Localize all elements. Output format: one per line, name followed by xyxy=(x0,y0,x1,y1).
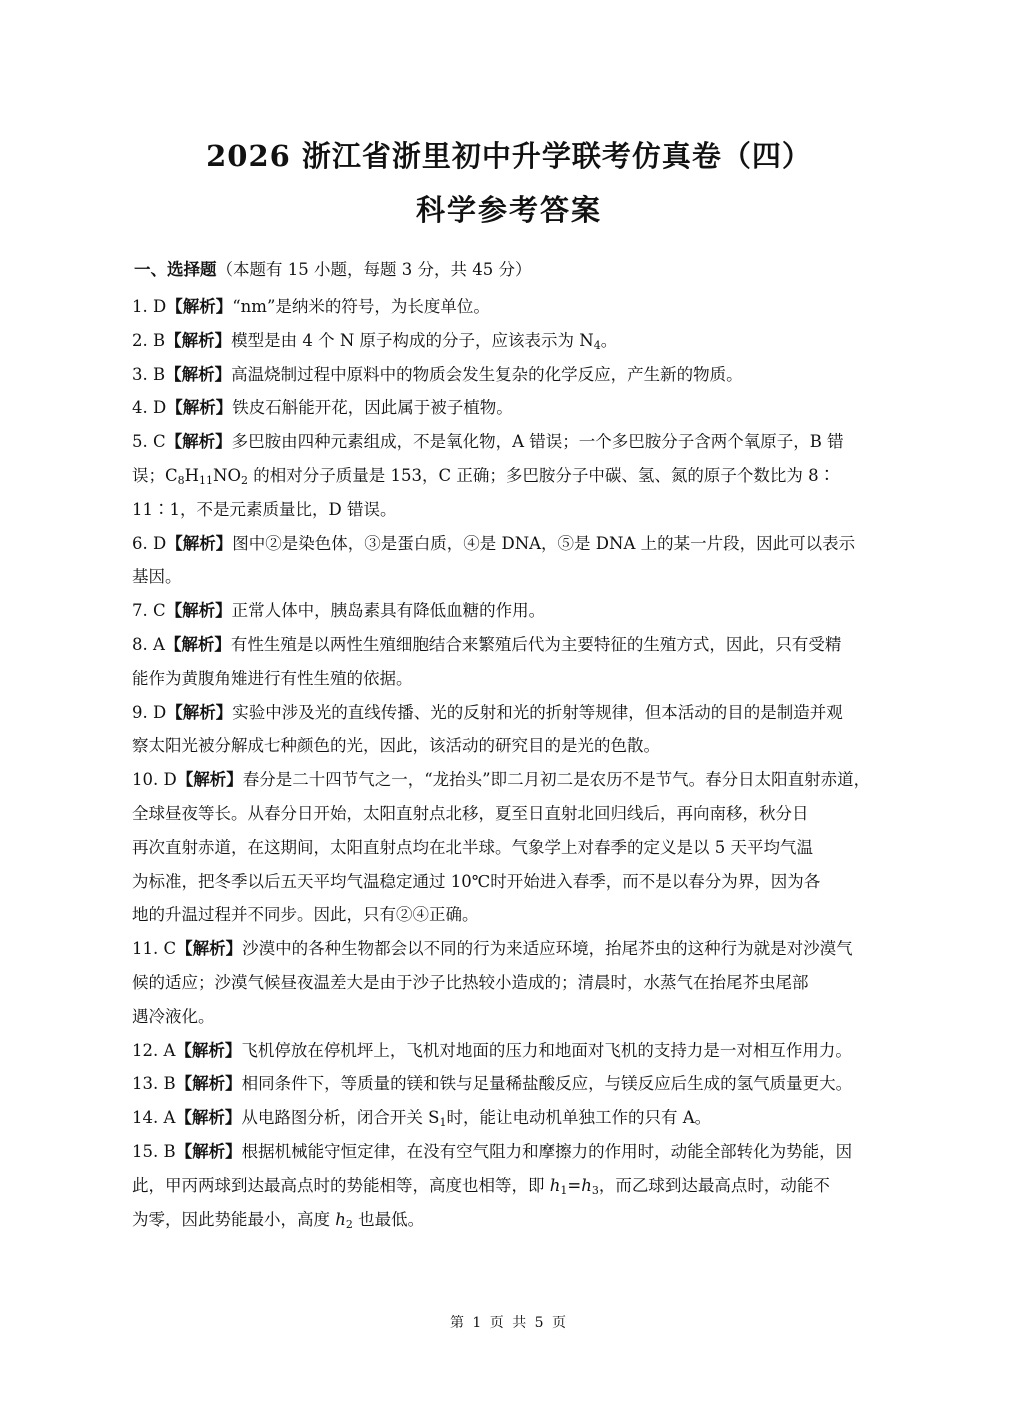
analysis-tag: 【解析】 xyxy=(176,770,243,790)
item-text: 春分是二十四节气之一，“龙抬头”即二月初二是农历不是节气。春分日太阳直射赤道， xyxy=(242,770,871,790)
item-text: “nm”是纳米的符号，为长度单位。 xyxy=(232,297,490,316)
item-text: 能作为黄腹角雉进行有性生殖的依据。 xyxy=(132,668,413,688)
item-number: 3. xyxy=(132,364,148,384)
item-text: NO xyxy=(213,465,241,485)
item-number: 14. xyxy=(132,1108,159,1128)
item-answer: A xyxy=(153,634,165,654)
analysis-tag: 【解析】 xyxy=(165,364,232,384)
analysis-tag: 【解析】 xyxy=(165,601,232,621)
analysis-tag: 【解析】 xyxy=(175,1040,242,1060)
item-answer: B xyxy=(153,364,166,384)
analysis-tag: 【解析】 xyxy=(166,297,233,316)
section-heading xyxy=(134,256,894,284)
item-text: 实验中涉及光的直线传播、光的反射和光的折射等规律，但本活动的目的是制造并观 xyxy=(232,702,843,722)
list-item xyxy=(132,1101,890,1135)
item-number: 4. xyxy=(132,398,148,418)
item-text: H xyxy=(184,465,200,485)
page-number: 第 1 页 共 5 页 xyxy=(449,1315,569,1331)
item-number: 11. xyxy=(132,939,159,959)
analysis-tag: 【解析】 xyxy=(176,939,243,959)
item-text: 11∶1，不是元素质量比，D 错误。 xyxy=(132,499,397,519)
list-item xyxy=(132,628,890,696)
section-note: （本题有 15 小题，每题 3 分，共 45 分） xyxy=(216,260,532,279)
list-item xyxy=(132,290,890,324)
item-text: 此，甲丙两球到达最高点时的势能相等，高度也相等，即 xyxy=(132,1175,550,1195)
page-title: 2026 浙江省浙里初中升学联考仿真卷（四） xyxy=(206,139,812,173)
analysis-tag: 【解析】 xyxy=(164,634,231,654)
subscript: 3 xyxy=(591,1183,599,1197)
item-text: 模型是由 4 个 N 原子构成的分子，应该表示为 N xyxy=(231,330,594,350)
item-text: 时，能让电动机单独工作的只有 A。 xyxy=(446,1108,712,1128)
item-text: 为零，因此势能最小，高度 xyxy=(132,1209,336,1229)
analysis-tag: 【解析】 xyxy=(175,1141,242,1161)
variable: h xyxy=(549,1175,561,1195)
item-answer: A xyxy=(163,1040,176,1060)
item-text: 从电路图分析，闭合开关 S xyxy=(241,1108,440,1128)
subscript: 2 xyxy=(240,473,248,487)
analysis-tag: 【解析】 xyxy=(165,432,232,452)
item-text: 飞机停放在停机坪上，飞机对地面的压力和地面对飞机的支持力是一对相互作用力。 xyxy=(241,1040,852,1060)
subscript: 8 xyxy=(177,473,185,487)
item-answer: C xyxy=(153,601,166,621)
item-number: 2. xyxy=(132,330,148,350)
answer-list xyxy=(132,290,890,1236)
list-item xyxy=(132,763,890,932)
item-text: 正常人体中，胰岛素具有降低血糖的作用。 xyxy=(231,601,546,621)
item-text: = xyxy=(567,1175,582,1195)
item-text: 。 xyxy=(600,330,618,350)
section-label: 一、选择题 xyxy=(134,260,217,279)
item-number: 7. xyxy=(132,601,148,621)
list-item xyxy=(132,932,890,1033)
item-text: 多巴胺由四种元素组成，不是氧化物，A 错误；一个多巴胺分子含两个氧原子，B 错 xyxy=(231,432,844,452)
item-text: 遇冷液化。 xyxy=(132,1006,215,1026)
item-text: 候的适应；沙漠气候昼夜温差大是由于沙子比热较小造成的；清晨时，水蒸气在抬尾芥虫尾部 xyxy=(132,972,809,992)
item-answer: D xyxy=(153,533,167,553)
list-item xyxy=(132,425,890,526)
item-text: 铁皮石斛能开花，因此属于被子植物。 xyxy=(232,398,513,418)
item-text: 的相对分子质量是 153，C 正确；多巴胺分子中碳、氢、氮的原子个数比为 8∶ xyxy=(247,465,836,485)
item-text: 相同条件下，等质量的镁和铁与足量稀盐酸反应，与镁反应后生成的氢气质量更大。 xyxy=(241,1074,853,1094)
item-number: 13. xyxy=(132,1074,159,1094)
item-number: 6. xyxy=(132,533,148,553)
item-number: 1. xyxy=(132,297,148,316)
list-item xyxy=(132,324,890,358)
item-number: 12. xyxy=(132,1040,159,1060)
item-answer: B xyxy=(163,1074,176,1094)
item-answer: A xyxy=(163,1108,176,1128)
item-answer: D xyxy=(153,702,167,722)
item-answer: D xyxy=(153,297,167,316)
item-answer: B xyxy=(153,330,166,350)
analysis-tag: 【解析】 xyxy=(166,533,233,553)
subscript: 2 xyxy=(345,1217,353,1231)
item-text: 也最低。 xyxy=(352,1209,425,1229)
item-text: 再次直射赤道，在这期间，太阳直射点均在北半球。气象学上对春季的定义是以 5 天平均气温 xyxy=(132,837,813,857)
analysis-tag: 【解析】 xyxy=(175,1108,242,1128)
subscript: 1 xyxy=(439,1116,447,1130)
list-item xyxy=(132,1067,890,1101)
subscript: 4 xyxy=(593,338,601,352)
list-item xyxy=(132,358,890,392)
list-item xyxy=(132,1135,890,1236)
list-item xyxy=(132,391,890,425)
list-item xyxy=(132,696,890,764)
variable: h xyxy=(581,1175,592,1195)
item-text: 察太阳光被分解成七种颜色的光，因此，该活动的研究目的是光的色散。 xyxy=(132,736,660,756)
variable: h xyxy=(335,1209,346,1229)
list-item xyxy=(132,527,890,595)
list-item xyxy=(132,594,890,628)
item-text: 沙漠中的各种生物都会以不同的行为来适应环境，抬尾芥虫的这种行为就是对沙漠气 xyxy=(242,939,853,959)
item-answer: D xyxy=(163,770,177,790)
item-number: 8. xyxy=(132,634,148,654)
analysis-tag: 【解析】 xyxy=(175,1074,242,1094)
item-text: 有性生殖是以两性生殖细胞结合来繁殖后代为主要特征的生殖方式，因此，只有受精 xyxy=(230,634,842,654)
item-number: 5. xyxy=(132,432,148,452)
item-text: 根据机械能守恒定律，在没有空气阻力和摩擦力的作用时，动能全部转化为势能，因 xyxy=(241,1141,853,1161)
item-number: 9. xyxy=(132,702,148,722)
item-text: 误；C xyxy=(132,465,178,485)
analysis-tag: 【解析】 xyxy=(166,398,233,418)
item-text: 全球昼夜等长。从春分日开始，太阳直射点北移，夏至日直射北回归线后，再向南移，秋分日 xyxy=(132,803,809,823)
analysis-tag: 【解析】 xyxy=(165,330,232,350)
page-subtitle: 科学参考答案 xyxy=(415,193,602,227)
subscript: 1 xyxy=(560,1183,568,1197)
item-text: 为标准，把冬季以后五天平均气温稳定通过 10℃时开始进入春季，而不是以春分为界，因为各 xyxy=(132,871,821,891)
list-item xyxy=(132,1034,890,1068)
item-text: 地的升温过程并不同步。因此，只有②④正确。 xyxy=(132,905,479,925)
item-text: ，而乙球到达最高点时，动能不 xyxy=(598,1175,830,1195)
item-text: 基因。 xyxy=(132,567,182,587)
item-answer: B xyxy=(163,1141,176,1161)
item-answer: D xyxy=(153,398,167,418)
item-number: 15. xyxy=(132,1141,159,1161)
item-answer: C xyxy=(153,432,166,452)
item-answer: C xyxy=(163,939,177,959)
item-text: 高温烧制过程中原料中的物质会发生复杂的化学反应，产生新的物质。 xyxy=(231,364,743,384)
subscript: 11 xyxy=(199,473,214,487)
item-number: 10. xyxy=(132,770,159,790)
item-text: 图中②是染色体，③是蛋白质，④是 DNA，⑤是 DNA 上的某一片段，因此可以表示 xyxy=(232,533,856,553)
analysis-tag: 【解析】 xyxy=(166,702,233,722)
